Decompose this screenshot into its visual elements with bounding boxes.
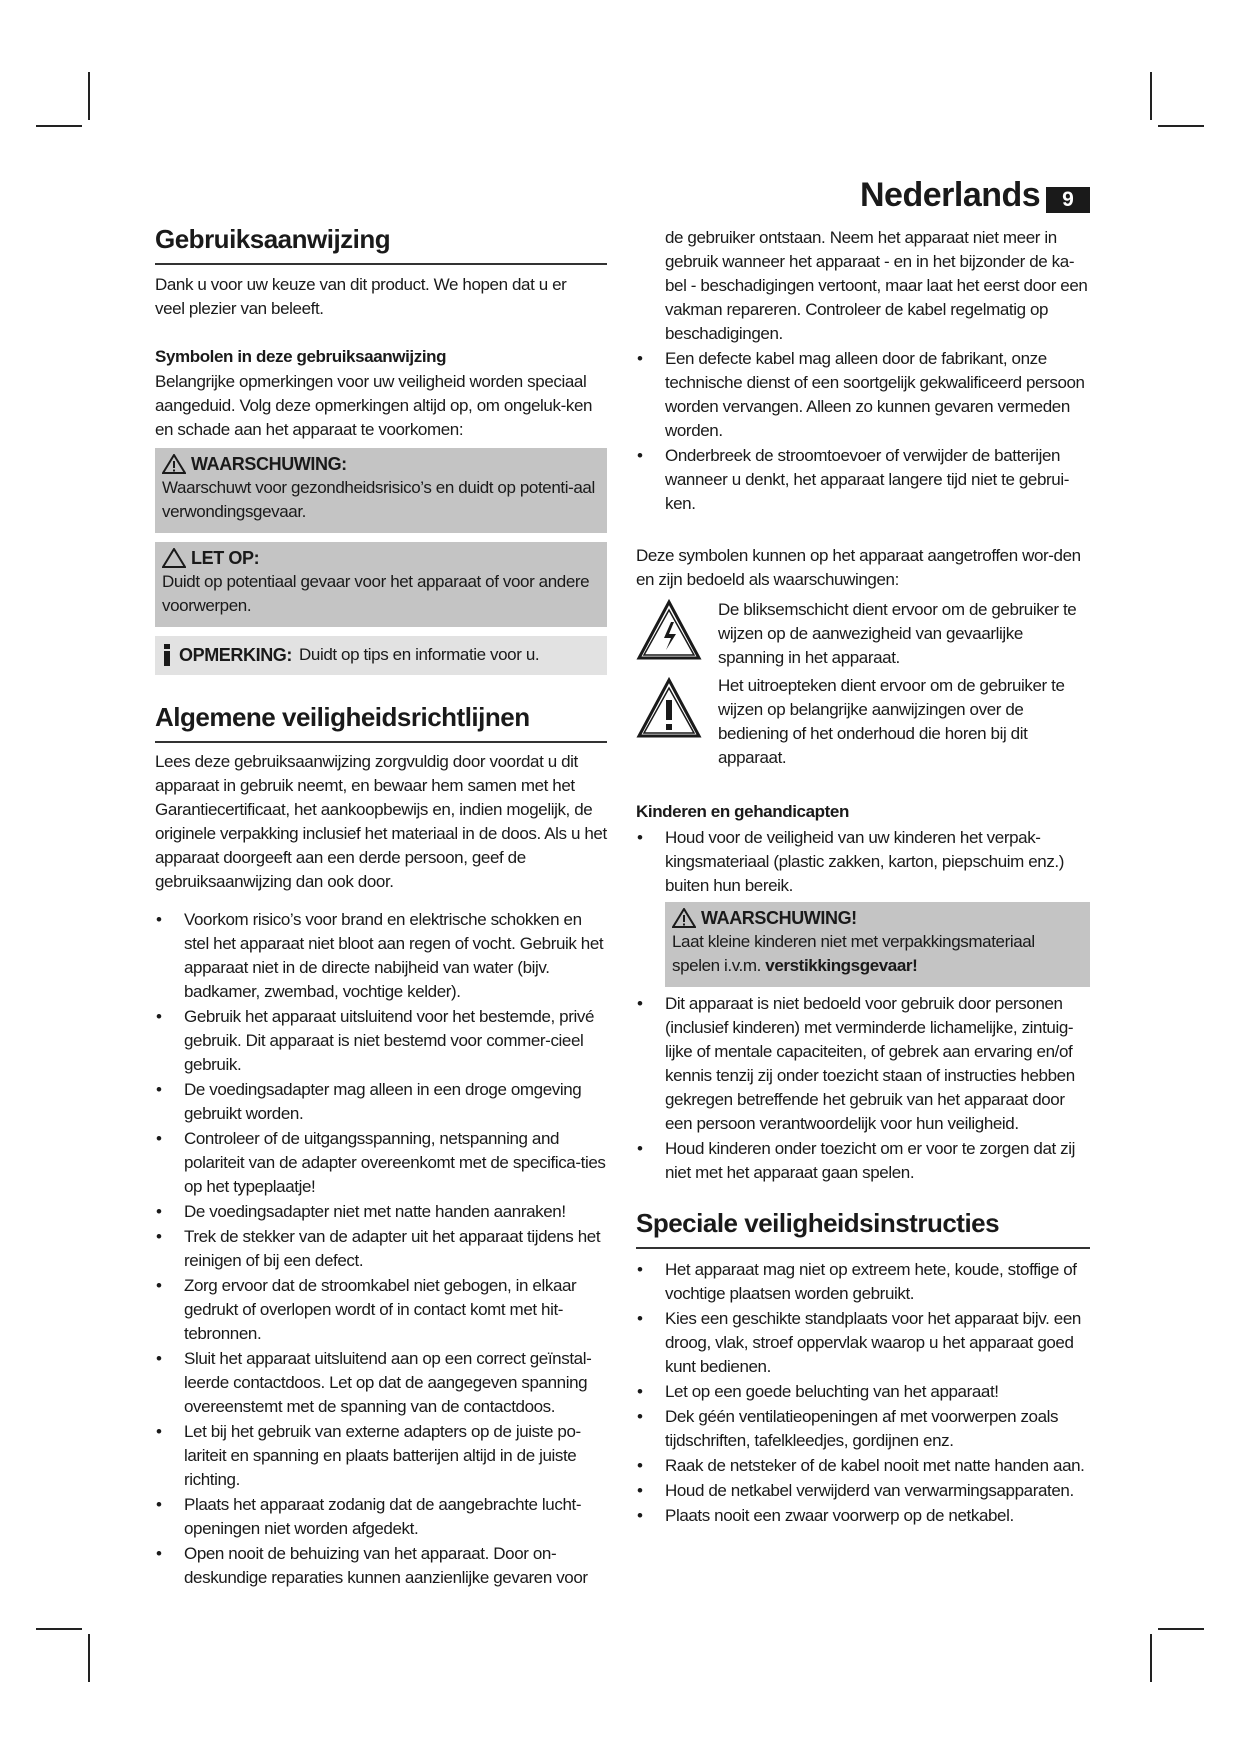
note-box: [155, 636, 607, 675]
list-item: • Kies een geschikte standplaats voor het apparaat bijv. een droog, vlak, stroef oppervlak waarop u het apparaat goed kunt bedienen.: [636, 1307, 1090, 1379]
caution-box: [155, 542, 607, 627]
children-heading: Kinderen en gehandicapten: [636, 802, 849, 821]
warning-title: WAARSCHUWING:: [191, 454, 347, 474]
intro-heading: Gebruiksaanwijzing: [155, 224, 607, 265]
list-item: • Sluit het apparaat uitsluitend aan op een correct geïnstal-leerde contactdoos. Let op dat de aangegeven spanning overeenstemt met de spanning van de contactdoos.: [155, 1347, 607, 1419]
list-item: • Zorg ervoor dat de stroomkabel niet gebogen, in elkaar gedrukt of overlopen wordt of in contact komt met hit-tebronnen.: [155, 1274, 607, 1346]
symbols-intro: Deze symbolen kunnen op het apparaat aangetroffen wor-den en zijn bedoeld als waarschuwingen:: [636, 546, 1081, 589]
list-item: • Houd kinderen onder toezicht om er voor te zorgen dat zij niet met het apparaat gaan spelen.: [636, 1137, 1090, 1185]
list-item: • Let op een goede beluchting van het apparaat!: [636, 1380, 1090, 1404]
warning-triangle-icon: [162, 454, 186, 474]
list-item: • Plaats het apparaat zodanig dat de aangebrachte lucht-openingen niet worden afgedekt.: [155, 1493, 607, 1541]
warning-text: Waarschuwt voor gezondheidsrisico’s en duidt op potenti-aal verwondingsgevaar.: [162, 478, 595, 521]
list-item: • De voedingsadapter niet met natte handen aanraken!: [155, 1200, 607, 1224]
list-item: • Dek géén ventilatieopeningen af met voorwerpen zoals tijdschriften, tafelkleedjes, gordijnen enz.: [636, 1405, 1090, 1453]
general-heading: Algemene veiligheidsrichtlijnen: [155, 702, 607, 743]
list-item: • De voedingsadapter mag alleen in een droge omgeving gebruikt worden.: [155, 1078, 607, 1126]
special-safety-list: [636, 1258, 1090, 1529]
caution-triangle-icon: [162, 548, 186, 568]
continued-text: de gebruiker ontstaan. Neem het apparaat niet meer in gebruik wanneer het apparaat - en in het bijzonder de ka-bel - beschadigingen vertoont, maar laat het eerst door een vakman repareren. Controleer de kabel regelmatig op beschadigingen.: [665, 228, 1088, 343]
list-item: • Let bij het gebruik van externe adapters op de juiste po-lariteit en spanning en plaats batterijen altijd in de juiste richting.: [155, 1420, 607, 1492]
note-title: OPMERKING:: [179, 645, 293, 665]
list-item: • Voorkom risico’s voor brand en elektrische schokken en stel het apparaat niet bloot aan regen of vocht. Gebruik het apparaat niet in de directe nabijheid van water (bijv. badkamer, zwembad, vochtige kelder).: [155, 908, 607, 1004]
list-item: • Gebruik het apparaat uitsluitend voor het bestemde, privé gebruik. Dit apparaat is niet bestemd voor commer-cieel gebruik.: [155, 1005, 607, 1077]
children-warning-title: WAARSCHUWING!: [701, 908, 857, 928]
intro-text: Dank u voor uw keuze van dit product. We hopen dat u er veel plezier van beleeft.: [155, 275, 567, 318]
symbols-text: Belangrijke opmerkingen voor uw veiligheid worden speciaal aangeduid. Volg deze opmerkingen altijd op, om ongeluk-ken en schade aan het apparaat te voorkomen:: [155, 372, 593, 439]
lightning-text: De bliksemschicht dient ervoor om de gebruiker te wijzen op de aanwezigheid van gevaarlijke spanning in het apparaat.: [718, 600, 1077, 667]
general-text: Lees deze gebruiksaanwijzing zorgvuldig door voordat u dit apparaat in gebruik neemt, en bewaar hem samen met het Garantiecertificaat, het aankoopbewijs en, indien mogelijk, de originele verpakking inclusief het materiaal in de doos. Als u het apparaat doorgeeft aan een derde persoon, geef de gebruiksaanwijzing dan ook door.: [155, 752, 607, 891]
caution-title: LET OP:: [191, 548, 260, 568]
children-warning-bold: verstikkingsgevaar!: [765, 956, 918, 975]
general-safety-list: [155, 908, 607, 1591]
crop-mark: [88, 1634, 90, 1682]
info-icon: [162, 644, 172, 666]
note-text: Duidt op tips en informatie voor u.: [299, 645, 540, 664]
children-list-b: [636, 992, 1090, 1186]
caution-text: Duidt op potentiaal gevaar voor het apparaat of voor andere voorwerpen.: [162, 572, 590, 615]
list-item: • Trek de stekker van de adapter uit het apparaat tijdens het reinigen of bij een defect.: [155, 1225, 607, 1273]
lightning-warning-icon: [636, 598, 702, 664]
exclamation-symbol-row: [636, 674, 1090, 770]
children-warning-box: [665, 902, 1090, 987]
crop-mark: [1158, 125, 1204, 127]
exclamation-warning-icon: [636, 674, 702, 740]
crop-mark: [1150, 1634, 1152, 1682]
warning-triangle-icon: [672, 908, 696, 928]
crop-mark: [36, 1628, 82, 1630]
crop-mark: [1158, 1628, 1204, 1630]
list-item: • Plaats nooit een zwaar voorwerp op de netkabel.: [636, 1504, 1090, 1528]
children-warning-text: Laat kleine kinderen niet met verpakkingsmateriaal spelen i.v.m.: [672, 932, 1035, 975]
list-item: • Open nooit de behuizing van het apparaat. Door on-deskundige reparaties kunnen aanzienlijke gevaren voor: [155, 1542, 607, 1590]
crop-mark: [1150, 72, 1152, 120]
list-item: • Dit apparaat is niet bedoeld voor gebruik door personen (inclusief kinderen) met verminderde lichamelijke, zintuig-lijke of mentale capaciteiten, of gebrek aan ervaring en/of kennis tenzij zij onder toezicht staan of instructies hebben gekregen betreffende het gebruik van het apparaat door een persoon verantwoordelijk voor hun veiligheid.: [636, 992, 1090, 1136]
warning-box: [155, 448, 607, 533]
list-item: • Een defecte kabel mag alleen door de fabrikant, onze technische dienst of een soortgelijk gekwalificeerd persoon worden vervangen. Alleen zo kunnen gevaren vermeden worden.: [636, 347, 1090, 443]
crop-mark: [88, 72, 90, 120]
list-item: • Het apparaat mag niet op extreem hete, koude, stoffige of vochtige plaatsen worden gebruikt.: [636, 1258, 1090, 1306]
list-item: • Onderbreek de stroomtoevoer of verwijder de batterijen wanneer u denkt, het apparaat langere tijd niet te gebrui-ken.: [636, 444, 1090, 516]
page-number: 9: [1046, 187, 1090, 213]
symbols-heading: Symbolen in deze gebruiksaanwijzing: [155, 347, 447, 366]
list-item: • Raak de netsteker of de kabel nooit met natte handen aan.: [636, 1454, 1090, 1478]
list-item: • Houd voor de veiligheid van uw kinderen het verpak-kingsmateriaal (plastic zakken, karton, piepschuim enz.) buiten hun bereik.: [636, 826, 1090, 898]
list-item: • Houd de netkabel verwijderd van verwarmingsapparaten.: [636, 1479, 1090, 1503]
cable-safety-list: [636, 347, 1090, 517]
children-list-a: [636, 826, 1090, 899]
special-heading: Speciale veiligheidsinstructies: [636, 1208, 1090, 1249]
crop-mark: [36, 125, 82, 127]
list-item: • Controleer of de uitgangsspanning, netspanning and polariteit van de adapter overeenkomt met de specifica-ties op het typeplaatje!: [155, 1127, 607, 1199]
exclamation-text: Het uitroepteken dient ervoor om de gebruiker te wijzen op belangrijke aanwijzingen over de bediening of het onderhoud die horen bij dit apparaat.: [718, 676, 1065, 767]
language-title: Nederlands: [860, 176, 1041, 214]
lightning-symbol-row: [636, 598, 1090, 670]
